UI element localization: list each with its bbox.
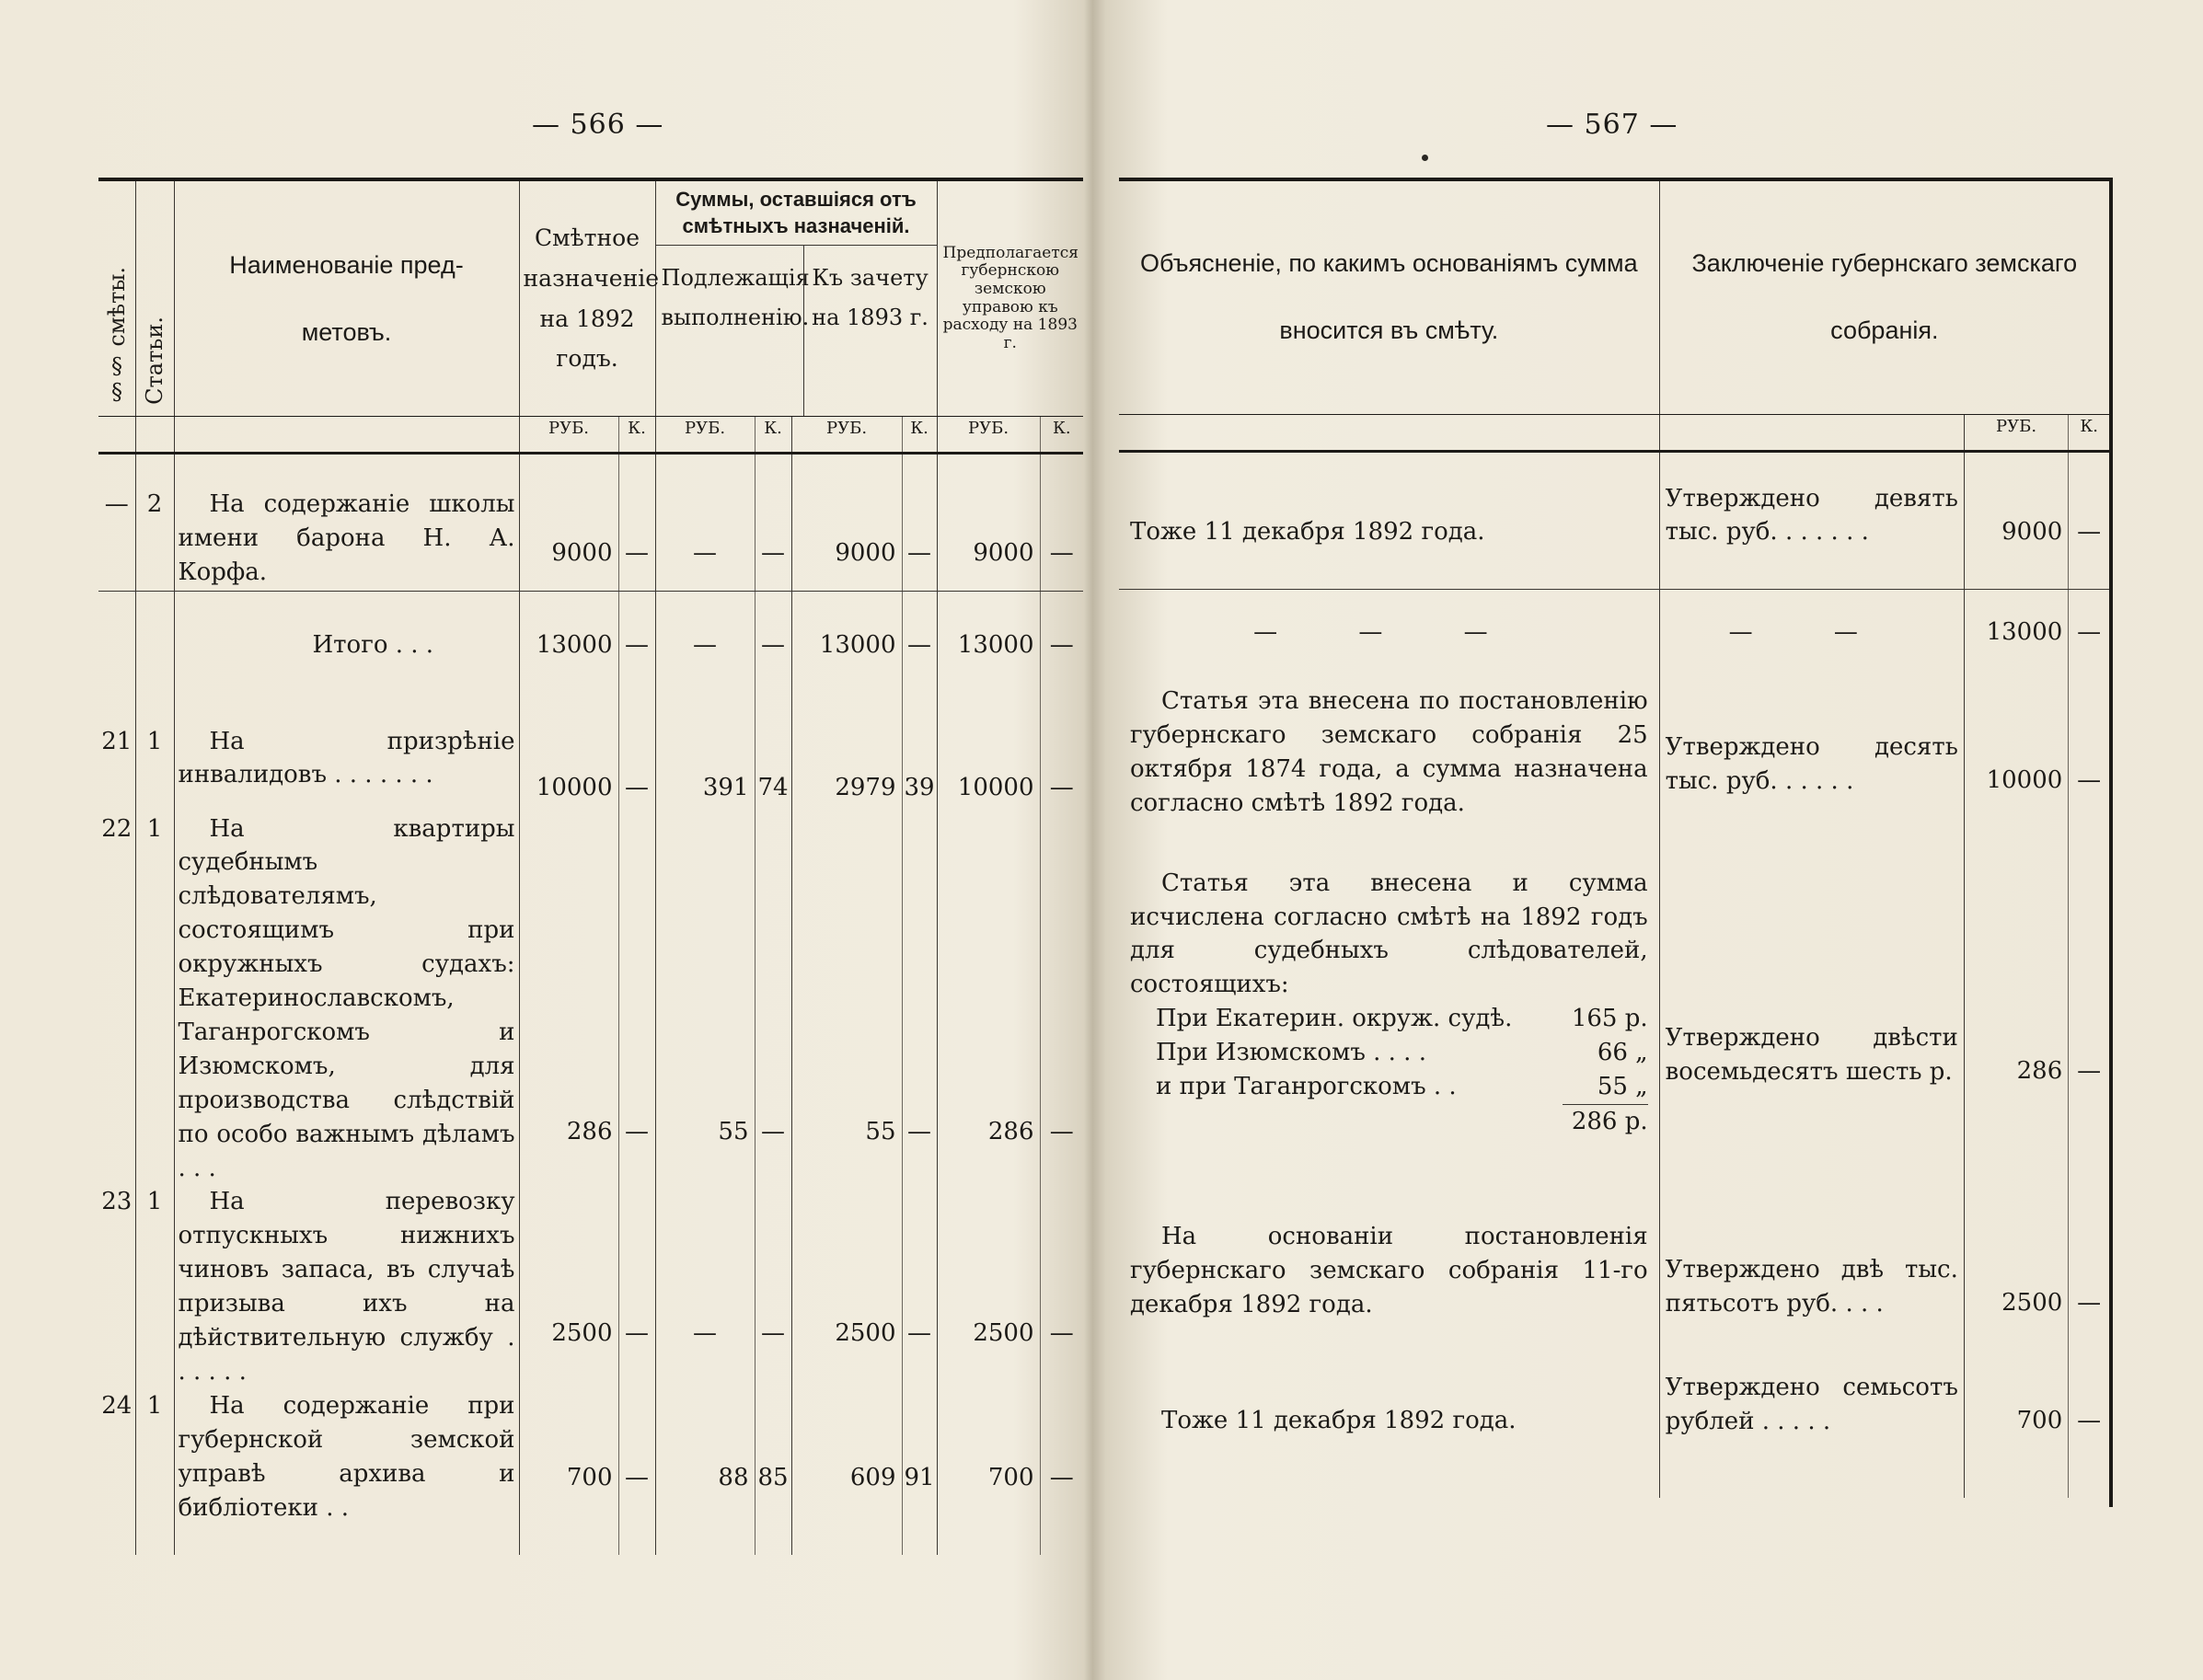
header-statia: Статьи.: [135, 179, 174, 417]
proposed-rub: 13000: [937, 592, 1040, 725]
conclusion-cell: Утверждено десять тыс. руб. . . . . .: [1659, 662, 1964, 821]
exec-kop: —: [755, 454, 791, 592]
table-row: [98, 725, 1083, 812]
unit-rub: РУБ.: [1964, 414, 2068, 451]
statia-cell: 1: [135, 1389, 174, 1555]
header-explanation: Объясненіе, по какимъ основаніямъ сумма вносится въ смѣту.: [1119, 179, 1659, 414]
proposed-kop: —: [1040, 1389, 1083, 1555]
table-row: [98, 812, 1083, 1186]
page-number-left: — 566 —: [532, 109, 664, 141]
item-name: На содержаніе школы имени барона Н. А. Корфа.: [174, 454, 519, 592]
credit-rub: 609: [791, 1389, 902, 1555]
smeta-cell: 22: [101, 814, 133, 843]
statia-cell: 1: [135, 725, 174, 812]
page-number-right: — 567 —: [1546, 109, 1678, 141]
item-name: На квартиры судебнымъ слѣдователямъ, состоящимъ при окружныхъ судахъ: Екатеринославскомъ, Таганрогскомъ и Изюмскомъ, для производства слѣдствій по особо важнымъ дѣламъ . . .: [174, 812, 519, 1186]
credit-kop: 39: [902, 725, 937, 812]
unit-kop: К.: [902, 417, 937, 454]
exec-rub: —: [655, 454, 755, 592]
table-row: [98, 454, 1083, 592]
table-right-border: [2109, 178, 2113, 1507]
conclusion-cell: — —: [1659, 589, 1964, 662]
assigned-kop: —: [618, 812, 655, 1186]
conclusion-kop: —: [2069, 821, 2109, 1139]
table-row: [98, 1185, 1083, 1388]
proposed-kop: —: [1040, 454, 1083, 592]
list-item: При Изюмскомъ . . . . 66 „: [1156, 1039, 1648, 1067]
conclusion-kop: —: [2069, 589, 2109, 662]
credit-rub: 55: [791, 812, 902, 1186]
header-remain-credit: Къ зачету на 1893 г.: [803, 246, 937, 416]
list-item: При Екатерин. окруж. судѣ. 165 р.: [1156, 1005, 1648, 1033]
item-name: На перевозку отпускныхъ нижнихъ чиновъ запаса, въ случаѣ призыва ихъ на дѣйствительную службу . . . . . .: [174, 1185, 519, 1388]
explanation-cell: Тоже 11 декабря 1892 года.: [1119, 451, 1659, 589]
assigned-kop: —: [618, 592, 655, 725]
explanation-cell: На основаніи постановленія губернскаго земскаго собранія 11-го декабря 1892 года.: [1130, 1222, 1648, 1318]
conclusion-cell: Утверждено девять тыс. руб. . . . . . .: [1659, 451, 1964, 589]
exec-rub: —: [655, 1185, 755, 1388]
assigned-kop: —: [618, 1389, 655, 1555]
credit-kop: —: [902, 1185, 937, 1388]
header-name: Наименованіе пред-метовъ.: [174, 179, 519, 417]
unit-kop: К.: [1040, 417, 1083, 454]
explanation-cell: Тоже 11 декабря 1892 года.: [1161, 1406, 1517, 1434]
header-smeta: §§ смѣты.: [98, 179, 135, 417]
explanation-cell: — — —: [1253, 617, 1525, 646]
unit-rub: РУБ.: [791, 417, 902, 454]
statia-cell: 2: [135, 454, 174, 592]
unit-empty: [1659, 414, 1964, 451]
unit-rub: РУБ.: [655, 417, 755, 454]
header-proposed: Предполагается губернскою земскою управою къ расходу на 1893 г.: [937, 179, 1083, 417]
exec-kop: —: [755, 1185, 791, 1388]
conclusion-rub: 700: [1964, 1332, 2068, 1498]
proposed-rub: 700: [937, 1389, 1040, 1555]
assigned-kop: —: [618, 725, 655, 812]
conclusion-rub: 13000: [1964, 589, 2068, 662]
exec-rub: 391: [655, 725, 755, 812]
conclusion-rub: 10000: [1964, 662, 2068, 821]
table-row: [1119, 662, 2109, 821]
smeta-cell: 21: [101, 727, 133, 755]
assigned-rub: 13000: [519, 592, 618, 725]
unit-empty: [135, 417, 174, 454]
smeta-cell: 24: [101, 1391, 133, 1420]
list-total: 286 р.: [1563, 1104, 1648, 1139]
table-row: [1119, 451, 2109, 589]
table-row: [98, 592, 1083, 725]
conclusion-cell: Утверждено семьсотъ рублей . . . . .: [1659, 1332, 1964, 1498]
credit-kop: —: [902, 812, 937, 1186]
table-row: [1119, 1139, 2109, 1332]
exec-kop: —: [755, 592, 791, 725]
header-conclusion: Заключеніе губернскаго земскаго собранія.: [1659, 179, 2109, 414]
header-assigned: Смѣтное назначеніе на 1892 годъ.: [519, 179, 655, 417]
credit-kop: —: [902, 592, 937, 725]
credit-rub: 13000: [791, 592, 902, 725]
unit-rub: РУБ.: [519, 417, 618, 454]
total-label: Итого . . .: [174, 592, 519, 725]
conclusion-cell: Утверждено двѣсти восемьдесятъ шесть р.: [1659, 821, 1964, 1139]
exec-rub: 55: [655, 812, 755, 1186]
exec-rub: —: [655, 592, 755, 725]
assigned-kop: —: [618, 1185, 655, 1388]
exec-kop: 85: [755, 1389, 791, 1555]
exec-kop: —: [755, 812, 791, 1186]
conclusion-kop: —: [2069, 1332, 2109, 1498]
left-ledger-table: [98, 178, 1083, 1555]
header-remain-group: [655, 179, 937, 417]
assigned-rub: 2500: [519, 1185, 618, 1388]
assigned-rub: 10000: [519, 725, 618, 812]
explanation-cell: Статья эта внесена и сумма исчислена согласно смѣтѣ на 1892 годъ для судебныхъ слѣдователей, состоящихъ: При Екатерин. окруж. судѣ. 165 р. При Изюмскомъ . . . . 66 „ и при Таганрогскомъ . . 55 „ 286 р.: [1119, 821, 1659, 1139]
header-remain-exec: Подлежащія выполненію.: [661, 265, 810, 331]
table-row: [1119, 821, 2109, 1139]
credit-rub: 2500: [791, 1185, 902, 1388]
list-item: и при Таганрогскомъ . . 55 „: [1156, 1073, 1648, 1101]
conclusion-rub: 286: [1964, 821, 2068, 1139]
item-name: На призрѣніе инвалидовъ . . . . . . .: [174, 725, 519, 812]
proposed-kop: —: [1040, 725, 1083, 812]
conclusion-kop: —: [2069, 1139, 2109, 1332]
right-ledger-table: [1119, 178, 2109, 1498]
proposed-kop: —: [1040, 592, 1083, 725]
proposed-rub: 9000: [937, 454, 1040, 592]
conclusion-kop: —: [2069, 451, 2109, 589]
conclusion-kop: —: [2069, 662, 2109, 821]
unit-kop: К.: [2069, 414, 2109, 451]
statia-cell: 1: [135, 812, 174, 1186]
conclusion-rub: 9000: [1964, 451, 2068, 589]
credit-kop: —: [902, 454, 937, 592]
table-row: [1119, 1332, 2109, 1498]
left-page: [0, 0, 1095, 1680]
assigned-rub: 700: [519, 1389, 618, 1555]
proposed-kop: —: [1040, 812, 1083, 1186]
statia-cell: 1: [135, 1185, 174, 1388]
conclusion-rub: 2500: [1964, 1139, 2068, 1332]
conclusion-cell: Утверждено двѣ тыс. пятьсотъ руб. . . .: [1659, 1139, 1964, 1332]
credit-rub: 2979: [791, 725, 902, 812]
proposed-kop: —: [1040, 1185, 1083, 1388]
unit-empty: [1119, 414, 1659, 451]
proposed-rub: 286: [937, 812, 1040, 1186]
unit-empty: [174, 417, 519, 454]
unit-kop: К.: [618, 417, 655, 454]
assigned-rub: 286: [519, 812, 618, 1186]
unit-kop: К.: [755, 417, 791, 454]
print-dot: [1422, 155, 1428, 161]
credit-kop: 91: [902, 1389, 937, 1555]
credit-rub: 9000: [791, 454, 902, 592]
explanation-cell: Статья эта внесена по постановленію губернскаго земскаго собранія 25 октября 1874 года, а сумма назначена согласно смѣтѣ 1892 года.: [1130, 687, 1648, 817]
exec-rub: 88: [655, 1389, 755, 1555]
statia-cell: [135, 592, 174, 725]
proposed-rub: 10000: [937, 725, 1040, 812]
table-row: [1119, 589, 2109, 662]
unit-empty: [98, 417, 135, 454]
proposed-rub: 2500: [937, 1185, 1040, 1388]
right-page: [1104, 0, 2203, 1680]
exec-kop: 74: [755, 725, 791, 812]
table-row: [98, 1389, 1083, 1555]
smeta-cell: —: [98, 454, 135, 592]
assigned-kop: —: [618, 454, 655, 592]
smeta-cell: [98, 592, 135, 725]
item-name: На содержаніе при губернской земской управѣ архива и библіотеки . .: [174, 1389, 519, 1555]
smeta-cell: 23: [101, 1188, 133, 1216]
unit-rub: РУБ.: [937, 417, 1040, 454]
assigned-rub: 9000: [519, 454, 618, 592]
header-remain-group-title: Суммы, оставшіяся отъ смѣтныхъ назначеній.: [656, 181, 937, 246]
